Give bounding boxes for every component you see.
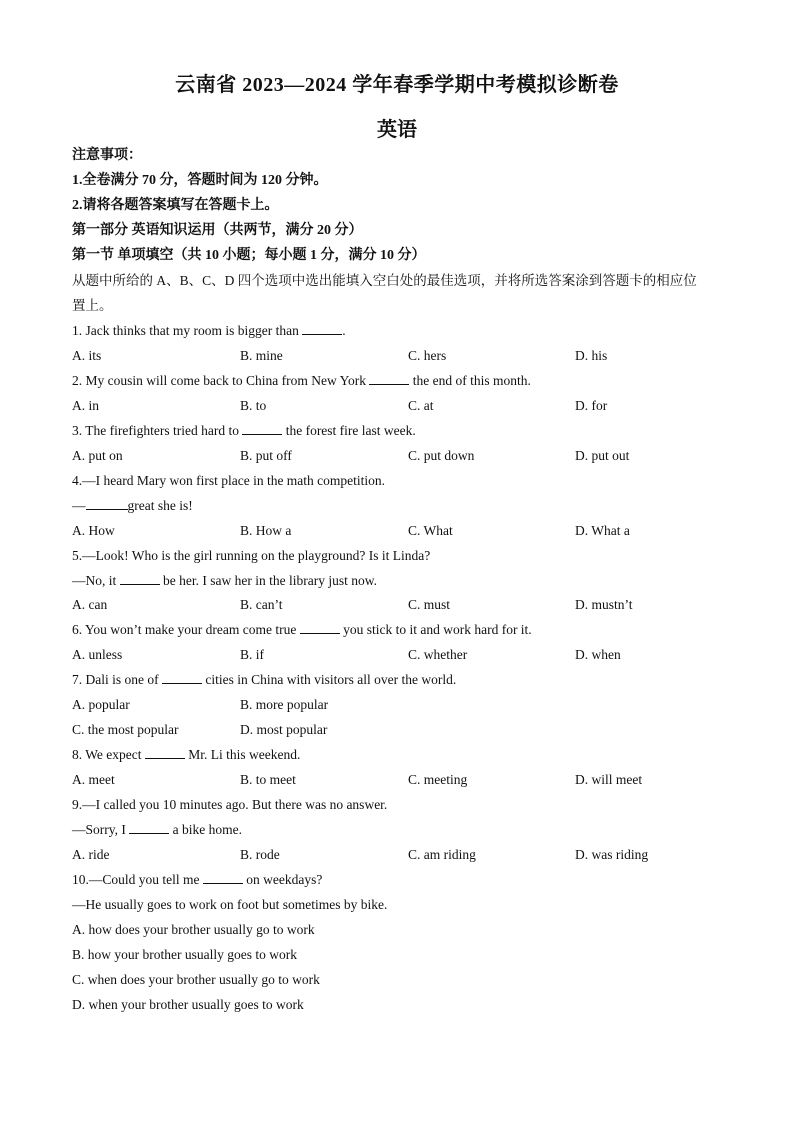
question-4-stem: 4.—I heard Mary won first place in the math competition.: [72, 473, 386, 488]
question-10-option-a: A. how does your brother usually go to work: [72, 922, 315, 937]
stem-text: .: [342, 323, 346, 338]
question-2-stem: [72, 372, 531, 390]
question-10-reply: —He usually goes to work on foot but sometimes by bike.: [72, 897, 388, 912]
stem-text: Mr. Li this weekend.: [184, 747, 301, 762]
stem-text: cities in China with visitors all over the world.: [202, 672, 457, 687]
question-5-option-d: D. mustn’t: [575, 597, 633, 612]
notes-heading: 注意事项：: [72, 148, 142, 163]
stem-text: great she is!: [127, 498, 193, 513]
stem-text: be her. I saw her in the library just now.: [159, 573, 377, 588]
question-1-stem: [72, 322, 346, 340]
question-6-option-d: D. when: [575, 647, 621, 662]
answer-blank: [86, 497, 128, 510]
question-5-option-a: A. can: [72, 597, 108, 612]
question-3-stem: [72, 422, 416, 440]
stem-text: 6. You won’t make your dream come true: [72, 622, 300, 637]
question-8-stem: [72, 746, 300, 764]
question-4-option-a: A. How: [72, 523, 115, 538]
stem-text: —Sorry, I: [72, 822, 130, 837]
question-10-option-d: D. when your brother usually goes to work: [72, 997, 304, 1012]
question-4-option-b: B. How a: [240, 523, 292, 538]
question-9-option-d: D. was riding: [575, 847, 649, 862]
part-heading: 第一部分 英语知识运用（共两节，满分 20 分）: [72, 223, 363, 238]
question-1-option-b: B. mine: [240, 348, 283, 363]
answer-blank: [300, 621, 340, 634]
question-4-option-c: C. What: [408, 523, 453, 538]
question-4-reply: [72, 497, 193, 515]
question-7-option-d: D. most popular: [240, 722, 328, 737]
answer-blank: [145, 746, 185, 759]
question-6-option-c: C. whether: [408, 647, 468, 662]
instruction-line-1: 从题中所给的 A、B、C、D 四个选项中选出能填入空白处的最佳选项，并将所选答案涂到答题卡的相应位: [72, 273, 697, 288]
question-5-option-b: B. can’t: [240, 597, 283, 612]
stem-text: the forest fire last week.: [282, 423, 416, 438]
question-1-option-d: D. his: [575, 348, 608, 363]
question-9-stem: 9.—I called you 10 minutes ago. But there was no answer.: [72, 797, 388, 812]
question-6-option-b: B. if: [240, 647, 265, 662]
stem-text: you stick to it and work hard for it.: [339, 622, 532, 637]
question-6-stem: [72, 621, 532, 639]
section-heading: 第一节 单项填空（共 10 小题；每小题 1 分，满分 10 分）: [72, 248, 426, 263]
question-7-option-b: B. more popular: [240, 697, 329, 712]
answer-blank: [369, 372, 409, 385]
stem-text: the end of this month.: [409, 373, 531, 388]
question-3-option-a: A. put on: [72, 448, 123, 463]
question-7-stem: [72, 671, 456, 689]
answer-blank: [162, 671, 202, 684]
question-5-stem: 5.—Look! Who is the girl running on the playground? Is it Linda?: [72, 548, 431, 563]
question-4-option-d: D. What a: [575, 523, 630, 538]
question-2-option-b: B. to: [240, 398, 267, 413]
question-5-reply: [72, 572, 377, 590]
notes-item-2: 2.请将各题答案填写在答题卡上。: [72, 198, 279, 213]
question-6-option-a: A. unless: [72, 647, 123, 662]
answer-blank: [120, 572, 160, 585]
instruction-line-2: 置上。: [72, 298, 113, 313]
stem-text: 2. My cousin will come back to China from New York: [72, 373, 370, 388]
answer-blank: [203, 871, 243, 884]
question-2-option-c: C. at: [408, 398, 434, 413]
answer-blank: [302, 322, 342, 335]
stem-text: 1. Jack thinks that my room is bigger than: [72, 323, 303, 338]
stem-text: a bike home.: [169, 822, 242, 837]
question-8-option-d: D. will meet: [575, 772, 643, 787]
question-1-option-c: C. hers: [408, 348, 447, 363]
question-7-option-a: A. popular: [72, 697, 130, 712]
stem-text: 3. The firefighters tried hard to: [72, 423, 243, 438]
stem-text: 10.—Could you tell me: [72, 872, 203, 887]
stem-text: —No, it: [72, 573, 120, 588]
question-7-option-c: C. the most popular: [72, 722, 179, 737]
page-title: 云南省 2023—2024 学年春季学期中考模拟诊断卷: [175, 74, 619, 96]
question-9-option-c: C. am riding: [408, 847, 476, 862]
question-8-option-c: C. meeting: [408, 772, 468, 787]
question-8-option-a: A. meet: [72, 772, 115, 787]
stem-text: 8. We expect: [72, 747, 145, 762]
stem-text: —: [72, 498, 86, 513]
question-3-option-c: C. put down: [408, 448, 475, 463]
stem-text: 7. Dali is one of: [72, 672, 162, 687]
question-10-option-b: B. how your brother usually goes to work: [72, 947, 297, 962]
question-9-option-a: A. ride: [72, 847, 110, 862]
question-10-stem: [72, 871, 322, 889]
question-10-option-c: C. when does your brother usually go to work: [72, 972, 320, 987]
stem-text: on weekdays?: [242, 872, 323, 887]
question-3-option-b: B. put off: [240, 448, 292, 463]
question-5-option-c: C. must: [408, 597, 451, 612]
question-2-option-d: D. for: [575, 398, 608, 413]
question-9-option-b: B. rode: [240, 847, 280, 862]
question-9-reply: [72, 821, 242, 839]
notes-item-1: 1.全卷满分 70 分，答题时间为 120 分钟。: [72, 173, 328, 188]
question-1-option-a: A. its: [72, 348, 102, 363]
question-2-option-a: A. in: [72, 398, 99, 413]
answer-blank: [129, 821, 169, 834]
question-8-option-b: B. to meet: [240, 772, 296, 787]
subject-title: 英语: [377, 119, 417, 141]
answer-blank: [242, 422, 282, 435]
question-3-option-d: D. put out: [575, 448, 630, 463]
